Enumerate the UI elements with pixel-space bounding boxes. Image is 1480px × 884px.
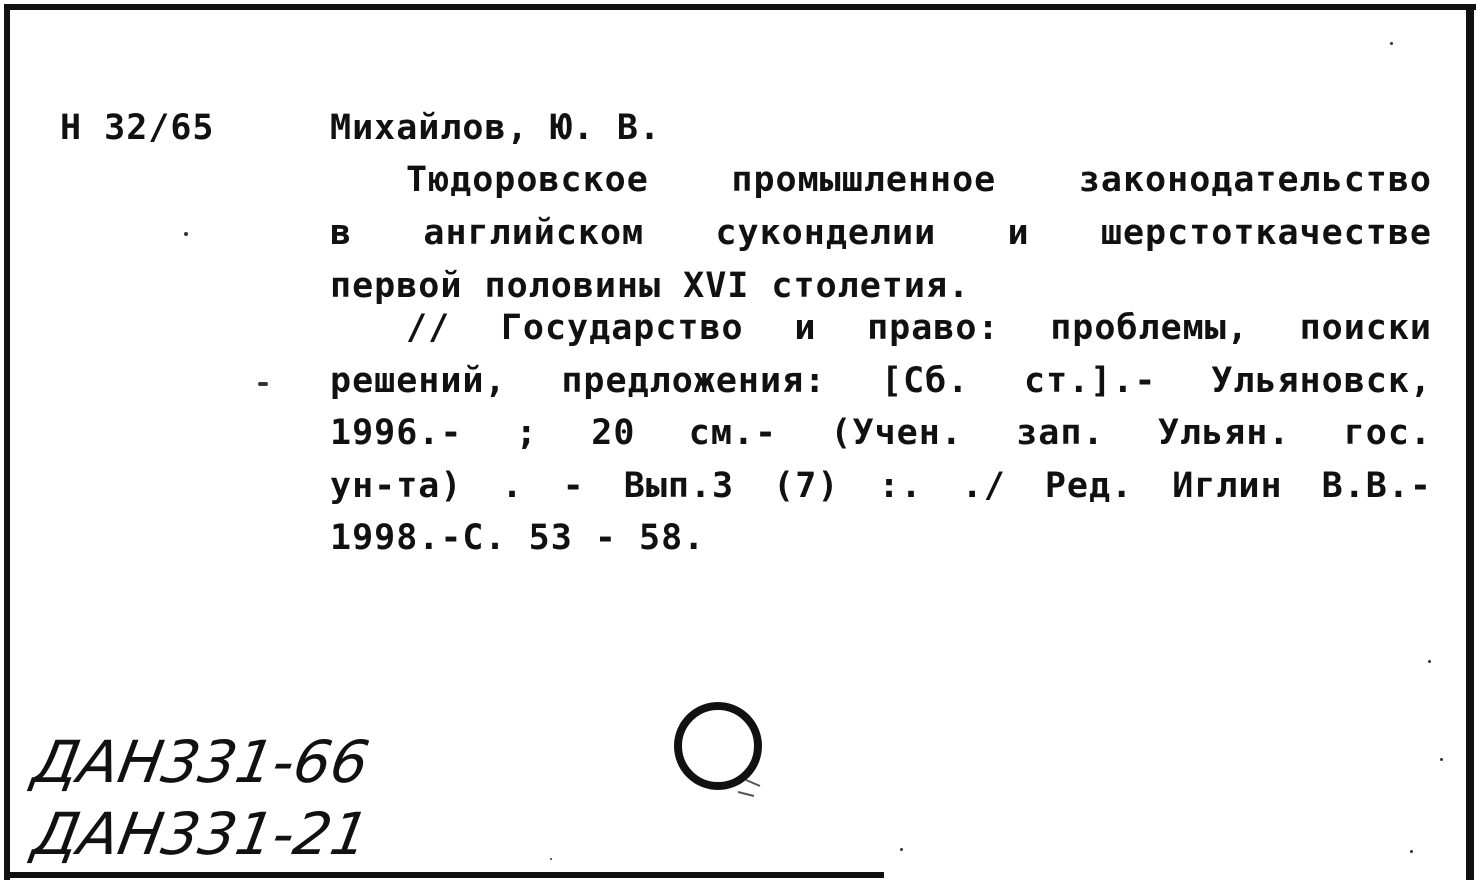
card-border-right — [1466, 4, 1474, 880]
source-line-4: ун-та) . - Вып.3 (7) :. ./ Ред. Иглин В.В.- — [330, 466, 1432, 506]
scan-speck — [1390, 42, 1393, 45]
punch-hole-icon — [668, 700, 772, 804]
call-number: Н 32/65 — [60, 108, 215, 148]
scan-speck — [550, 858, 552, 860]
card-border-top — [4, 4, 1476, 10]
source-line-5: 1998.-С. 53 - 58. — [330, 518, 706, 558]
title-line-3: первой половины XVI столетия. — [330, 266, 971, 306]
scan-speck — [1410, 850, 1413, 853]
title-line-1: Тюдоровское промышленное законодательство — [406, 160, 1432, 200]
author-line: Михайлов, Ю. В. — [330, 108, 662, 148]
scan-speck — [184, 232, 188, 236]
scan-speck — [1440, 758, 1443, 761]
source-line-1: // Государство и право: проблемы, поиски — [406, 308, 1432, 348]
scan-speck — [900, 848, 903, 851]
scan-speck — [1428, 660, 1431, 663]
title-line-2: в английском суконделии и шерстоткачестве — [330, 213, 1432, 253]
source-line-3: 1996.- ; 20 см.- (Учен. зап. Ульян. гос. — [330, 413, 1432, 453]
handwritten-shelfmark-1: ДАН331-66 — [28, 728, 375, 796]
handwritten-shelfmark-2: ДАН331-21 — [28, 800, 375, 868]
card-border-bottom — [4, 872, 884, 878]
card-border-left — [4, 4, 10, 880]
source-line-2: решений, предложения: [Сб. ст.].- Ульяновск, — [330, 361, 1432, 401]
scan-speck — [258, 382, 268, 386]
